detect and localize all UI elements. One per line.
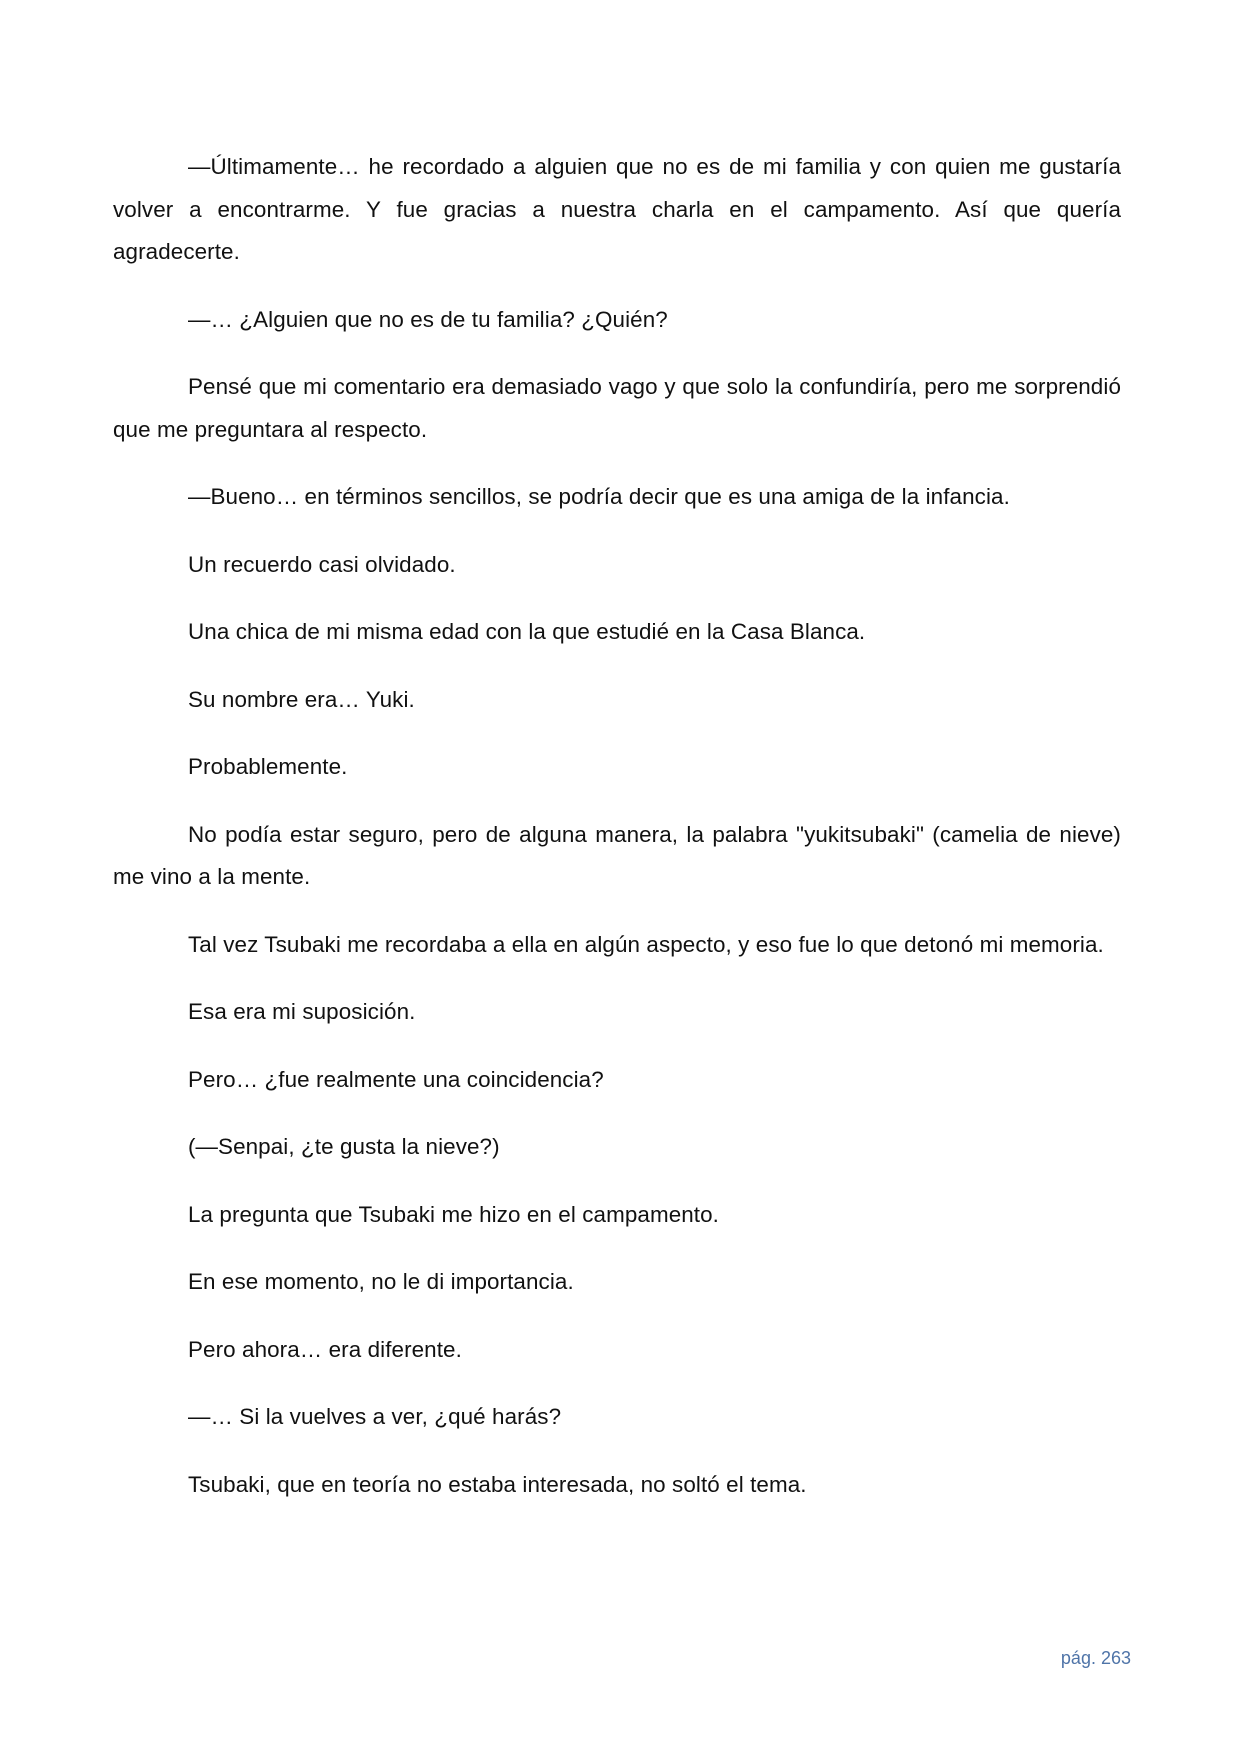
paragraph: —Últimamente… he recordado a alguien que no es de mi familia y con quien me gustaría volver a encontrarme. Y fue gracias a nuestra charla en el campamento. Así que quería agradecerte. <box>113 154 1121 264</box>
paragraph: Esa era mi suposición. <box>188 999 416 1024</box>
paragraph: —Bueno… en términos sencillos, se podría decir que es una amiga de la infancia. <box>188 484 1010 509</box>
paragraph: Probablemente. <box>188 754 348 779</box>
paragraph: Pero ahora… era diferente. <box>188 1336 462 1362</box>
paragraph: —… ¿Alguien que no es de tu familia? ¿Quién? <box>188 306 668 332</box>
paragraph: En ese momento, no le di importancia. <box>188 1269 574 1294</box>
page-body <box>113 146 1121 1531</box>
paragraph: Un recuerdo casi olvidado. <box>188 551 456 577</box>
paragraph: —… Si la vuelves a ver, ¿qué harás? <box>188 1404 562 1429</box>
paragraph: Pensé que mi comentario era demasiado vago y que solo la confundiría, pero me sorprendió que me preguntara al respecto. <box>113 374 1121 442</box>
paragraph: Su nombre era… Yuki. <box>188 686 415 712</box>
paragraph: (—Senpai, ¿te gusta la nieve?) <box>188 1134 500 1159</box>
paragraph: Tal vez Tsubaki me recordaba a ella en algún aspecto, y eso fue lo que detonó mi memoria. <box>188 931 1104 957</box>
page-number: pág. 263 <box>1060 1648 1131 1668</box>
paragraph: Pero… ¿fue realmente una coincidencia? <box>188 1066 604 1092</box>
paragraph: No podía estar seguro, pero de alguna manera, la palabra "yukitsubaki" (camelia de nieve) me vino a la mente. <box>113 821 1121 889</box>
paragraph: Tsubaki, que en teoría no estaba interesada, no soltó el tema. <box>188 1471 807 1497</box>
paragraph: Una chica de mi misma edad con la que estudié en la Casa Blanca. <box>188 619 866 644</box>
paragraph: La pregunta que Tsubaki me hizo en el campamento. <box>188 1201 720 1227</box>
